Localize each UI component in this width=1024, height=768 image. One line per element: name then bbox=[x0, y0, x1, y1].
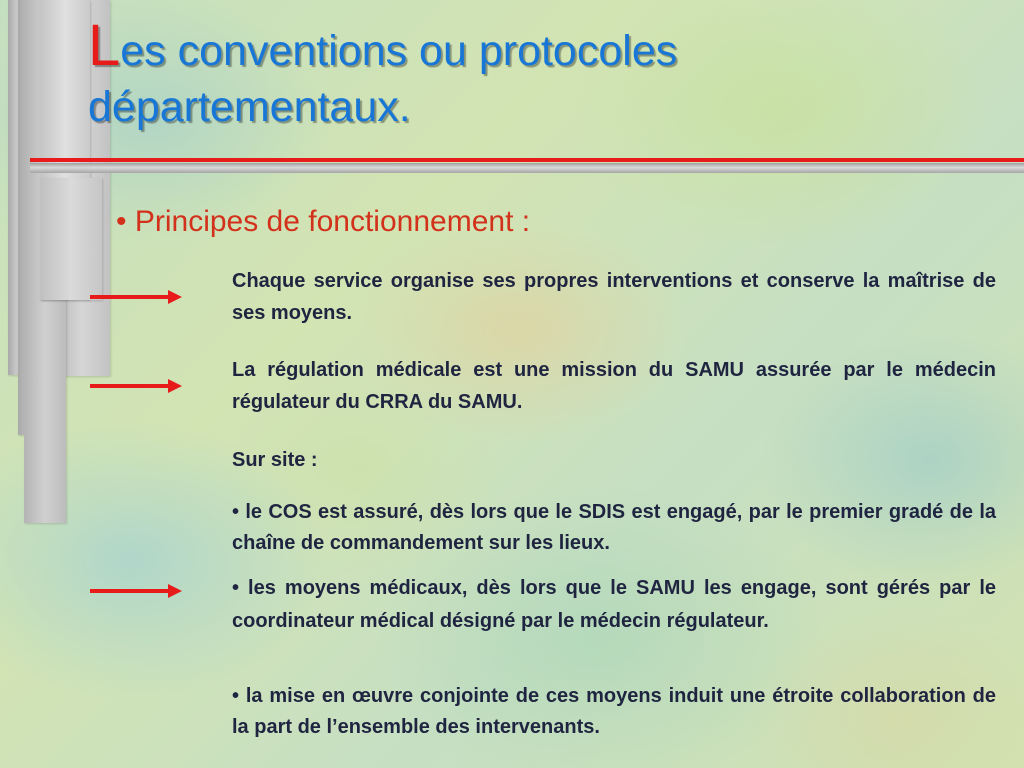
bullet-moyens-medicaux: • les moyens médicaux, dès lors que le SAMU les engage, sont gérés par le coordinateur médical désigné par le médecin régulateur. bbox=[232, 577, 996, 632]
title-divider-gray bbox=[30, 163, 1024, 173]
paragraph-sur-site-label: Sur site : bbox=[232, 449, 318, 471]
paragraph-service-organisation: Chaque service organise ses propres interventions et conserve la maîtrise de ses moyens. bbox=[232, 270, 996, 324]
slide-title bbox=[88, 13, 988, 135]
slide-title-line1 bbox=[88, 13, 988, 79]
bullet-cos: • le COS est assuré, dès lors que le SDIS est engagé, par le premier gradé de la chaîne de commandement sur les lieux. bbox=[232, 501, 996, 554]
bullet-mise-en-oeuvre: • la mise en œuvre conjointe de ces moyens induit une étroite collaboration de la part de l’ensemble des intervenants. bbox=[232, 685, 996, 738]
paragraph-regulation-medicale: La régulation médicale est une mission du SAMU assurée par le médecin régulateur du CRRA du SAMU. bbox=[232, 359, 996, 413]
decorative-bar bbox=[40, 178, 102, 300]
slide-title-line2: départementaux. bbox=[88, 83, 411, 131]
slide-title-first-letter: L bbox=[88, 13, 121, 78]
arrow-right-icon bbox=[90, 377, 182, 395]
arrow-right-icon bbox=[90, 582, 182, 600]
title-divider-red bbox=[30, 158, 1024, 162]
arrow-right-icon bbox=[90, 288, 182, 306]
section-heading: • Principes de fonctionnement : bbox=[116, 205, 531, 238]
slide-title-line1-rest: es conventions ou protocoles bbox=[120, 27, 678, 75]
